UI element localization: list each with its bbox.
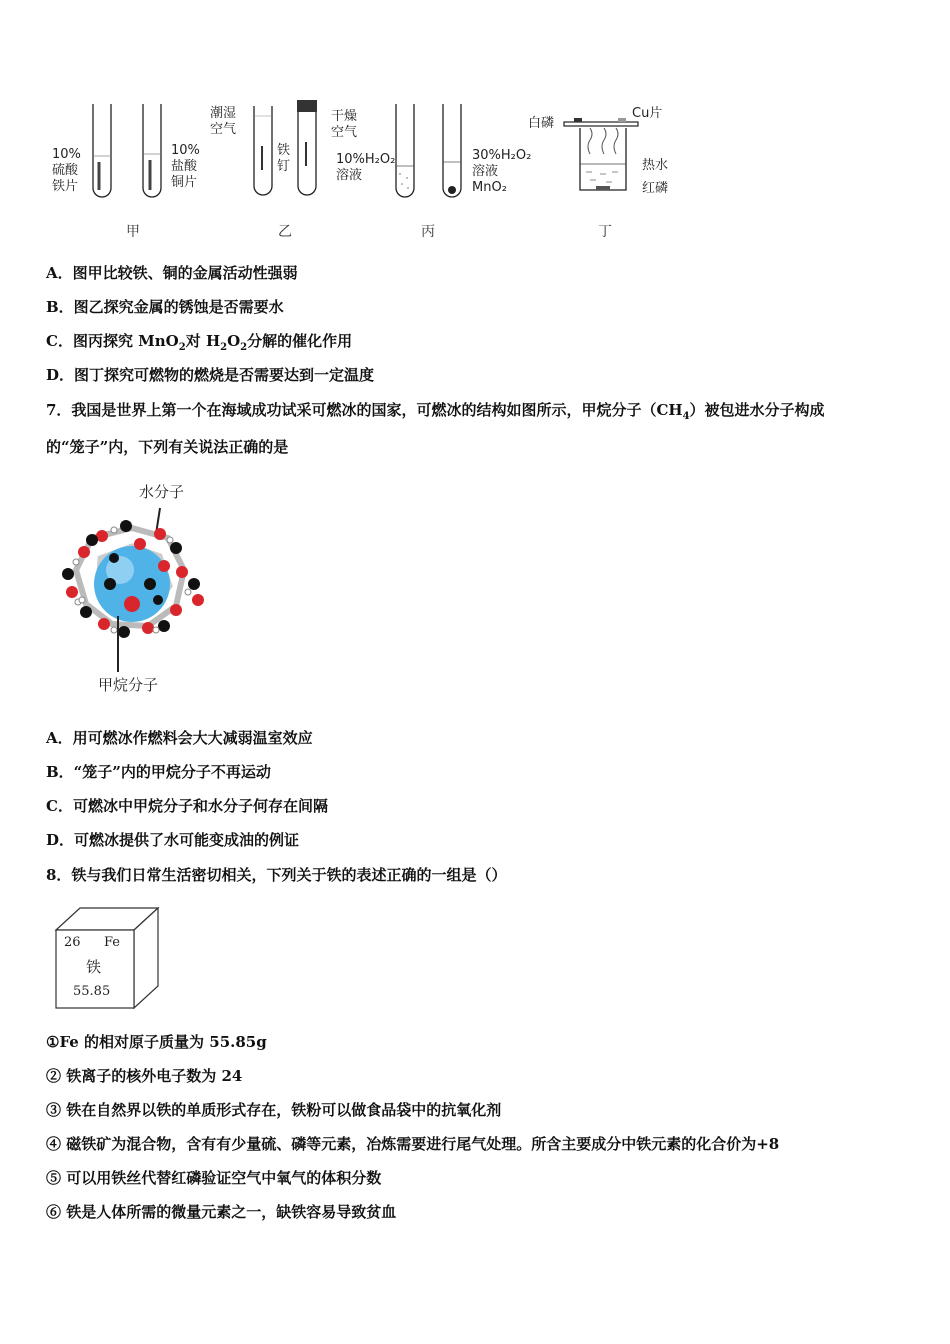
jia-left-label <box>52 147 81 195</box>
caption-yi: 乙 <box>278 224 292 240</box>
ding-hot-water: 热水 <box>642 158 669 173</box>
q6-option-d: D．图丁探究可燃物的燃烧是否需要达到一定温度 <box>46 366 375 384</box>
label-line: 10%H₂O₂ <box>336 152 396 167</box>
tube-bing-left <box>394 104 416 200</box>
q7-option-d: D．可燃冰提供了水可能变成油的例证 <box>46 831 300 849</box>
label-line: 10% <box>52 147 81 162</box>
tube-bing-right <box>441 104 463 200</box>
caption-bing: 丙 <box>421 224 435 240</box>
label-line: 硫酸 <box>52 163 79 178</box>
yi-mid-label <box>277 143 290 175</box>
q6-option-b: B．图乙探究金属的锈蚀是否需要水 <box>46 298 284 316</box>
q8-statement-1: ①Fe 的相对原子质量为 55.85g <box>46 1033 267 1051</box>
q6-option-c <box>46 330 352 353</box>
label-line: MnO₂ <box>472 180 507 195</box>
label-line: 潮湿 <box>210 106 237 121</box>
q8-statement-3: ③ 铁在自然界以铁的单质形式存在，铁粉可以做食品袋中的抗氧化剂 <box>46 1101 502 1119</box>
bing-left-label <box>336 152 395 184</box>
jia-right-label <box>171 143 200 191</box>
text-part: O <box>227 332 241 350</box>
tube-yi-right <box>296 100 318 198</box>
subscript: 4 <box>682 411 690 422</box>
text-part: 7．我国是世界上第一个在海域成功试采可燃冰的国家，可燃冰的结构如图所示，甲烷分子（CH <box>46 401 683 419</box>
label-line: 钉 <box>277 159 291 174</box>
text-part: 分解的催化作用 <box>247 332 353 350</box>
methane-molecule-label: 甲烷分子 <box>98 676 159 694</box>
label-line: 铁 <box>277 143 291 158</box>
q7-option-a: A．用可燃冰作燃料会大大减弱温室效应 <box>46 729 313 747</box>
beaker-ding <box>560 114 640 198</box>
q7-option-c: C．可燃冰中甲烷分子和水分子何存在间隔 <box>46 797 328 815</box>
ding-red-p: 红磷 <box>642 181 669 196</box>
label-line: 30%H₂O₂ <box>472 148 532 163</box>
q7-stem-line1 <box>46 399 825 422</box>
label-line: 盐酸 <box>171 159 198 174</box>
subscript: 2 <box>220 342 228 353</box>
label-line: 铜片 <box>171 175 198 190</box>
label-line: 溶液 <box>336 168 363 183</box>
element-mass: 55.85 <box>73 984 111 999</box>
ding-white-p: 白磷 <box>528 116 555 131</box>
label-line: 铁片 <box>52 179 79 194</box>
tube-jia-right <box>140 104 164 200</box>
caption-ding: 丁 <box>598 224 612 240</box>
element-symbol: Fe <box>104 935 121 950</box>
element-number: 26 <box>64 935 81 950</box>
q7-stem-line2: 的“笼子”内，下列有关说法正确的是 <box>46 438 289 456</box>
text-part: ）被包进水分子构成 <box>689 401 825 419</box>
caption-jia: 甲 <box>126 224 140 240</box>
q8-statement-5: ⑤ 可以用铁丝代替红磷验证空气中氧气的体积分数 <box>46 1169 382 1187</box>
q7-option-b: B．“笼子”内的甲烷分子不再运动 <box>46 763 271 781</box>
label-line: 空气 <box>210 122 237 137</box>
label-line: 10% <box>171 143 200 158</box>
label-line: 干燥 <box>331 109 358 124</box>
yi-right-label <box>331 109 357 141</box>
element-name: 铁 <box>86 958 102 976</box>
clathrate-cage-figure <box>52 500 212 670</box>
subscript: 2 <box>178 342 186 353</box>
water-molecule-label: 水分子 <box>139 483 185 501</box>
label-line: 空气 <box>331 125 358 140</box>
bing-right-label <box>472 148 531 196</box>
q8-statement-6: ⑥ 铁是人体所需的微量元素之一，缺铁容易导致贫血 <box>46 1203 397 1221</box>
q8-stem: 8．铁与我们日常生活密切相关，下列关于铁的表述正确的一组是（） <box>46 866 507 884</box>
label-line: 溶液 <box>472 164 499 179</box>
tube-jia-left <box>90 104 114 200</box>
q6-option-a: A．图甲比较铁、铜的金属活动性强弱 <box>46 264 298 282</box>
q8-statement-4: ④ 磁铁矿为混合物，含有有少量硫、磷等元素，冶炼需要进行尾气处理。所含主要成分中铁元素的化合价为+8 <box>46 1135 780 1153</box>
tube-yi-left <box>252 106 274 198</box>
yi-left-label <box>210 106 236 138</box>
text-part: C．图丙探究 MnO <box>46 332 179 350</box>
subscript: 2 <box>240 342 248 353</box>
q8-statement-2: ② 铁离子的核外电子数为 24 <box>46 1067 243 1085</box>
ding-cu: Cu片 <box>632 106 663 121</box>
text-part: 对 H <box>185 332 221 350</box>
